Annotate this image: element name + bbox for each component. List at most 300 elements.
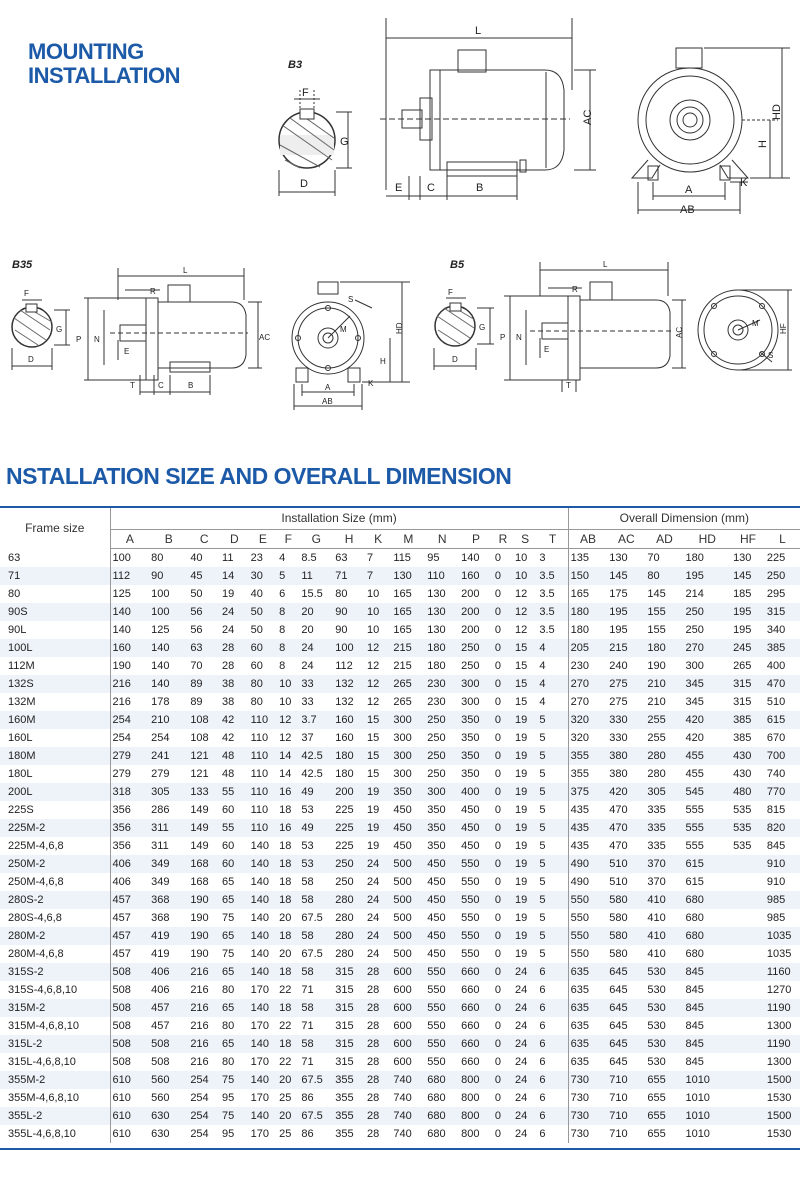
table-cell: 12 [279,732,292,744]
frame-size-cell: 250M-2 [0,855,110,873]
table-cell: 67.5 [301,948,323,960]
table-cell: 140 [250,948,269,960]
table-cell: 12 [515,588,528,600]
table-cell: 457 [112,894,131,906]
table-cell: 1035 [766,930,792,942]
table-cell: 121 [190,750,209,762]
table-row [0,693,800,711]
table-cell: 635 [570,984,590,996]
table-cell: 400 [461,786,480,798]
b3-shaft-section [279,59,352,196]
table-row [0,1035,800,1053]
table-cell: 130 [733,552,752,564]
table-cell: 0 [494,1038,502,1050]
table-cell: 11 [222,552,234,564]
table-cell: 250 [461,660,480,672]
table-cell: 100 [151,588,170,600]
table-row [0,909,800,927]
table-cell: 600 [393,984,412,996]
table-cell: 110 [427,570,445,582]
frame-size-cell: 280M-4,6,8 [0,945,110,963]
table-cell: 10 [366,588,380,600]
table-cell: 108 [190,732,209,744]
table-cell: 95 [222,1092,235,1104]
table-cell: 680 [685,930,704,942]
table-cell: 355 [335,1128,354,1140]
table-cell: 53 [301,858,314,870]
table-cell: 241 [151,750,170,762]
table-cell: 28 [366,1074,380,1086]
table-cell: 24 [222,606,235,618]
table-cell: 0 [494,624,502,636]
table-cell: 60 [250,642,263,654]
table-cell: 89 [190,678,203,690]
table-cell: 14 [279,768,292,780]
table-cell: 12 [515,624,528,636]
table-cell: 125 [151,624,170,636]
b3-L-label: L [475,25,482,37]
table-cell: 500 [393,876,412,888]
table-cell: 11 [301,570,313,582]
table-cell: 254 [112,732,131,744]
table-row [0,801,800,819]
table-cell: 24 [366,894,380,906]
table-cell: 230 [570,660,590,672]
table-cell: 330 [609,732,628,744]
b5-D-label: D [452,355,458,364]
table-cell: 130 [609,552,628,564]
table-cell: 419 [151,930,170,942]
table-cell: 24 [515,966,528,978]
table-cell: 24 [515,1002,528,1014]
table-cell: 615 [766,714,786,726]
table-cell: 0 [494,1056,502,1068]
b35-H-label: H [380,357,386,366]
table-cell: 18 [279,1002,292,1014]
table-cell: 95 [222,1128,235,1140]
table-cell: 320 [570,714,590,726]
table-cell: 75 [222,948,235,960]
b3-H-label: H [757,140,769,148]
table-cell: 42 [222,732,235,744]
table-cell: 5 [537,783,568,801]
b35-G-label: G [56,325,63,334]
table-cell: 356 [112,822,131,834]
table-cell: 19 [515,768,528,780]
table-cell: 615 [685,876,704,888]
table-cell: 37 [301,732,314,744]
table-cell: 457 [112,948,131,960]
table-cell: 5 [537,891,568,909]
frame-size-cell: 200L [0,783,110,801]
table-cell: 1500 [766,1074,792,1086]
frame-size-cell: 280S-2 [0,891,110,909]
table-cell: 400 [766,660,786,672]
table-cell: 350 [461,714,480,726]
table-cell: 635 [570,1002,590,1014]
table-cell: 845 [685,1002,704,1014]
table-cell: 80 [335,588,348,600]
table-cell: 600 [393,966,412,978]
table-cell: 19 [515,804,528,816]
table-cell: 19 [515,750,528,762]
table-row [0,783,800,801]
table-cell: 80 [151,552,164,564]
table-cell: 155 [647,624,666,636]
table-cell: 214 [685,588,704,600]
table-cell: 86 [301,1128,314,1140]
table-cell: 19 [515,786,528,798]
table-cell: 660 [461,966,480,978]
table-cell: 410 [647,912,666,924]
table-cell: 610 [112,1074,131,1086]
table-cell: 508 [112,1002,131,1014]
table-cell: 216 [190,1038,209,1050]
frame-size-cell: 90L [0,621,110,639]
table-cell: 645 [609,984,628,996]
table-cell: 215 [393,660,412,672]
table-cell: 470 [609,822,628,834]
table-cell: 195 [609,624,628,636]
table-cell: 23 [250,552,263,564]
table-cell: 550 [427,1002,446,1014]
table-cell: 165 [393,588,412,600]
table-cell: 24 [515,1110,528,1122]
table-cell: 145 [609,570,628,582]
table-cell: 655 [647,1074,666,1086]
table-cell: 300 [685,660,704,672]
table-cell: 508 [151,1056,170,1068]
table-cell: 180 [570,624,590,636]
table-cell: 335 [647,822,666,834]
table-cell: 10 [279,678,292,690]
b35-shaft-section [12,259,70,370]
table-cell: 4 [537,657,568,675]
table-cell: 450 [427,858,446,870]
table-cell: 24 [515,1020,528,1032]
table-cell: 19 [366,786,380,798]
table-cell: 58 [301,894,314,906]
table-cell: 55 [222,786,235,798]
frame-size-cell: 225M-2 [0,819,110,837]
table-cell: 18 [279,966,292,978]
table-cell: 530 [647,1020,666,1032]
table-cell: 230 [427,678,446,690]
table-cell: 600 [393,1056,412,1068]
table-cell: 800 [461,1074,480,1086]
table-cell: 490 [570,876,590,888]
table-cell: 140 [112,624,131,636]
table-cell: 680 [427,1092,446,1104]
table-cell: 33 [301,678,314,690]
table-cell: 24 [515,1056,528,1068]
col-header-t: T [537,530,568,549]
table-cell: 65 [222,930,235,942]
table-cell: 160 [335,732,354,744]
b35-side-view [76,266,270,395]
table-cell: 350 [461,732,480,744]
table-row [0,585,800,603]
col-header-e: E [249,530,278,549]
col-header-k: K [365,530,391,549]
table-cell: 216 [112,678,131,690]
table-cell: 279 [151,768,170,780]
table-cell: 110 [250,804,269,816]
table-cell: 60 [222,804,235,816]
frame-size-cell: 132M [0,693,110,711]
table-cell: 280 [647,750,666,762]
table-cell: 370 [647,876,666,888]
table-cell: 1270 [766,984,792,996]
table-cell: 985 [766,912,786,924]
table-cell: 3.5 [537,585,568,603]
table-cell: 0 [494,642,502,654]
table-cell: 270 [570,678,590,690]
table-cell: 635 [570,1038,590,1050]
table-cell [731,891,765,909]
b35-front-view [292,282,410,410]
table-cell: 265 [393,696,412,708]
table-cell: 140 [250,1038,269,1050]
installation-size-header: Installation Size (mm) [110,508,568,530]
table-row [0,1125,800,1143]
table-cell: 4 [537,639,568,657]
table-cell: 24 [222,624,235,636]
table-cell: 254 [190,1110,209,1122]
table-cell: 0 [494,966,502,978]
table-cell: 195 [733,606,752,618]
table-cell: 610 [112,1092,131,1104]
table-cell: 49 [301,786,314,798]
table-cell: 80 [222,1056,235,1068]
table-cell: 100 [112,552,131,564]
table-cell: 450 [393,822,412,834]
table-cell: 254 [151,732,170,744]
table-cell: 200 [335,786,354,798]
table-cell: 490 [570,858,590,870]
table-cell: 0 [494,660,502,672]
table-cell: 770 [766,786,786,798]
table-cell: 53 [301,804,314,816]
table-cell: 0 [494,1020,502,1032]
frame-size-header: Frame size [0,508,110,549]
table-cell: 315 [766,606,786,618]
table-cell: 410 [647,948,666,960]
table-cell: 67.5 [301,1110,323,1122]
table-cell: 80 [250,678,263,690]
title-line-1: MOUNTING [28,39,144,64]
table-cell: 265 [393,678,412,690]
table-cell: 645 [609,1020,628,1032]
table-cell [731,999,765,1017]
b5-side-view [500,260,686,392]
table-cell: 0 [494,552,502,564]
table-cell: 110 [250,714,269,726]
table-cell [731,873,765,891]
table-cell: 1190 [766,1038,791,1050]
table-cell: 580 [609,912,628,924]
table-cell: 67.5 [301,1074,323,1086]
mounting-diagrams [0,0,800,460]
table-row [0,603,800,621]
table-cell: 15 [515,678,528,690]
table-cell [731,927,765,945]
table-cell: 275 [609,696,628,708]
table-cell: 470 [766,678,786,690]
table-cell: 65 [222,876,235,888]
table-cell: 4 [279,552,286,564]
table-cell: 500 [393,930,412,942]
table-cell: 660 [461,1002,480,1014]
table-cell: 1010 [685,1092,710,1104]
table-cell: 140 [250,1110,269,1122]
table-cell: 50 [250,624,263,636]
table-cell: 80 [647,570,660,582]
table-cell: 1190 [766,1002,791,1014]
table-cell: 680 [427,1074,446,1086]
col-header-a: A [110,530,149,549]
table-cell: 190 [112,660,131,672]
table-cell: 225 [766,552,786,564]
b35-label: B35 [12,259,33,271]
table-cell: 65 [222,1038,235,1050]
table-cell: 250 [427,768,446,780]
table-cell: 0 [494,606,502,618]
table-cell: 195 [685,570,704,582]
table-cell: 180 [570,606,590,618]
table-cell: 5 [537,729,568,747]
frame-size-cell: 315L-4,6,8,10 [0,1053,110,1071]
table-cell: 216 [190,1002,209,1014]
table-cell: 450 [461,840,480,852]
table-cell: 655 [647,1128,666,1140]
table-cell: 450 [461,804,480,816]
table-cell: 655 [647,1110,666,1122]
table-cell: 24 [515,1038,528,1050]
table-cell: 15 [515,696,528,708]
table-cell: 5 [537,801,568,819]
table-cell: 53 [301,840,314,852]
frame-size-cell: 180M [0,747,110,765]
b5-front-view [698,290,792,370]
table-cell: 65 [222,894,235,906]
table-cell: 275 [609,678,628,690]
table-cell: 190 [647,660,666,672]
table-cell: 12 [279,714,292,726]
table-cell: 1530 [766,1128,792,1140]
table-cell: 6 [537,963,568,981]
frame-size-cell: 280M-2 [0,927,110,945]
table-cell: 40 [250,588,263,600]
table-cell: 6 [537,1017,568,1035]
table-cell: 5 [537,873,568,891]
b5-F-label: F [448,288,453,297]
table-row [0,945,800,963]
table-cell: 165 [393,624,412,636]
table-cell: 550 [461,930,480,942]
table-cell: 0 [494,822,502,834]
table-bottom-rule [0,1148,800,1150]
table-cell: 350 [393,786,412,798]
table-cell: 710 [609,1110,628,1122]
table-cell: 71 [335,570,348,582]
table-cell: 560 [151,1092,170,1104]
table-cell: 200 [461,606,480,618]
table-cell: 5 [537,927,568,945]
table-row [0,963,800,981]
table-cell: 6 [537,981,568,999]
table-row [0,1071,800,1089]
b5-HF-label: HF [779,323,788,334]
table-cell: 368 [151,912,170,924]
table-cell: 175 [609,588,628,600]
table-cell: 710 [609,1074,628,1086]
table-cell: 6 [537,1089,568,1107]
table-cell: 470 [609,804,628,816]
b5-N-label: N [516,333,522,342]
table-cell: 22 [279,1020,292,1032]
table-row [0,891,800,909]
table-cell: 350 [461,768,480,780]
b5-shaft-section [434,259,494,370]
frame-size-cell: 355M-4,6,8,10 [0,1089,110,1107]
table-cell: 89 [190,696,203,708]
table-cell: 165 [570,588,590,600]
table-cell: 680 [427,1110,446,1122]
table-cell: 680 [685,894,704,906]
table-cell: 410 [647,894,666,906]
table-cell: 311 [151,840,169,852]
table-cell: 5 [537,765,568,783]
table-cell: 71 [301,1056,314,1068]
table-cell: 24 [366,876,380,888]
table-cell: 110 [250,822,269,834]
table-cell: 450 [393,804,412,816]
b35-D-label: D [28,355,34,364]
table-cell: 15.5 [301,588,323,600]
table-cell: 635 [570,1056,590,1068]
b35-M-label: M [340,325,347,334]
table-cell: 19 [515,876,528,888]
table-cell: 305 [647,786,666,798]
table-row [0,1017,800,1035]
table-cell: 25 [279,1128,292,1140]
table-cell: 19 [515,948,528,960]
table-cell [731,1071,765,1089]
table-row [0,1053,800,1071]
table-cell: 63 [190,642,203,654]
table-cell: 28 [222,660,235,672]
table-cell: 1035 [766,948,792,960]
b5-label: B5 [450,259,465,271]
frame-size-cell: 112M [0,657,110,675]
table-cell: 140 [250,876,269,888]
table-cell: 112 [112,570,131,582]
table-cell: 5 [537,837,568,855]
table-cell: 356 [112,804,131,816]
table-cell: 56 [190,606,203,618]
table-cell: 38 [222,696,235,708]
table-cell: 80 [250,696,263,708]
table-row [0,657,800,675]
table-cell: 0 [494,696,502,708]
frame-size-cell: 100L [0,639,110,657]
table-cell: 10 [366,624,380,636]
table-cell: 250 [427,714,446,726]
table-cell: 406 [112,876,131,888]
table-cell: 500 [393,858,412,870]
table-cell: 345 [685,696,704,708]
